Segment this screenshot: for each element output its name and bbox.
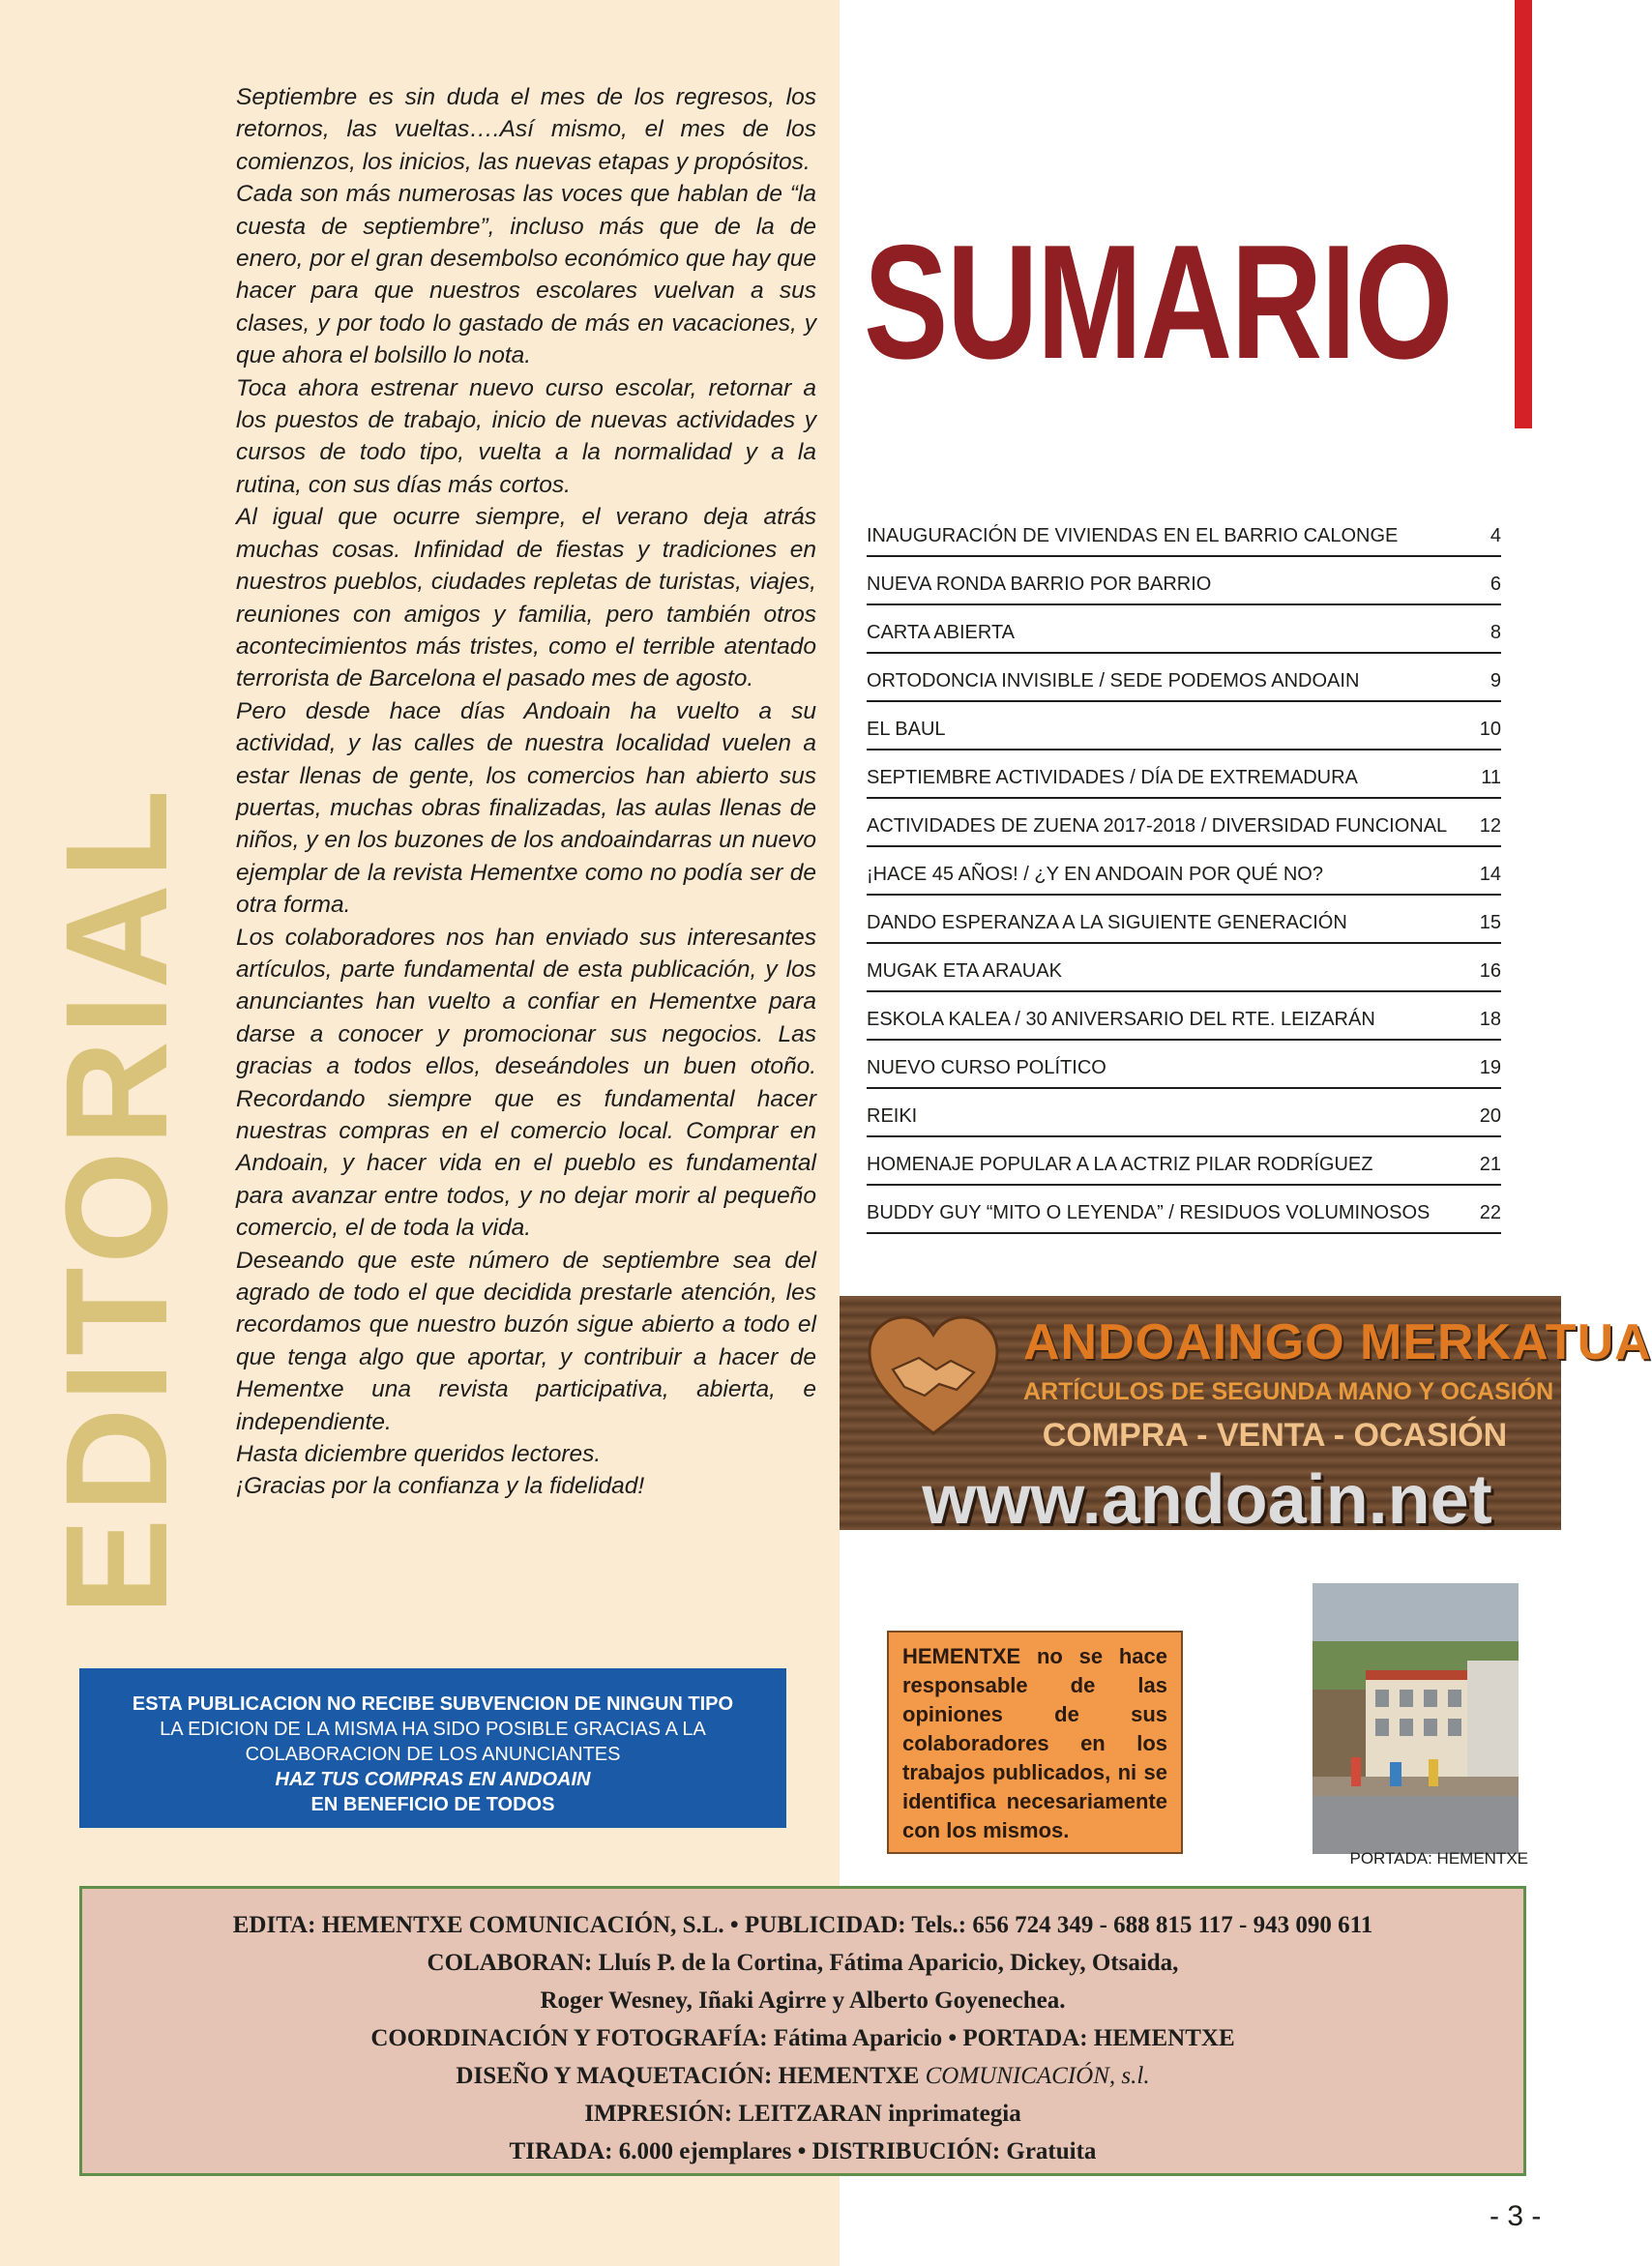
toc-row[interactable]: [867, 703, 1501, 750]
editorial-paragraph: Cada son más numerosas las voces que hablan de “la cuesta de septiembre”, incluso más que de la de enero, por el gran desembolso económico que hay que hacer para que nuestros escolares vuelvan a sus clases, y por todo lo gastado de más en vacaciones, y que ahora el bolsillo lo nota.: [236, 181, 816, 369]
ad-title: ANDOAINGO MERKATUA: [1023, 1314, 1652, 1370]
toc-row[interactable]: [867, 1187, 1501, 1234]
page-number: - 3 -: [1490, 2200, 1542, 2232]
credits-line: EDITA: HEMENTXE COMUNICACIÓN, S.L. • PUBLICIDAD: Tels.: 656 724 349 - 688 815 117 - 943 090 611: [232, 1912, 1373, 1938]
toc-row[interactable]: [867, 510, 1501, 557]
notice-line: HAZ TUS COMPRAS EN ANDOAIN: [275, 1769, 591, 1790]
toc-row[interactable]: [867, 1138, 1501, 1186]
ad-url[interactable]: www.andoain.net: [922, 1461, 1492, 1539]
toc-row[interactable]: [867, 606, 1501, 654]
no-subsidy-notice: [79, 1668, 786, 1828]
toc-title: MUGAK ETA ARAUAK: [867, 960, 1062, 982]
notice-line: EN BENEFICIO DE TODOS: [310, 1794, 555, 1815]
toc-page: 22: [1479, 1202, 1501, 1223]
notice-line: ESTA PUBLICACION NO RECIBE SUBVENCION DE NINGUN TIPO: [132, 1693, 734, 1715]
toc-title: ACTIVIDADES DE ZUENA 2017-2018 / DIVERSIDAD FUNCIONAL: [867, 815, 1448, 837]
toc-page: 20: [1479, 1105, 1501, 1127]
toc-row[interactable]: [867, 800, 1501, 847]
toc-page: 12: [1479, 815, 1501, 837]
toc-title: HOMENAJE POPULAR A LA ACTRIZ PILAR RODRÍGUEZ: [867, 1154, 1373, 1175]
toc-title: DANDO ESPERANZA A LA SIGUIENTE GENERACIÓN: [867, 912, 1347, 933]
editorial-paragraph: Deseando que este número de septiembre sea del agrado de todo el que decidida prestarle atención, les recordamos que nuestro buzón sigue abierto a todo el que tenga algo que aportar, y contribuir a hacer de Hementxe una revista participativa, abierta, e independiente.: [236, 1247, 816, 1435]
toc-row[interactable]: [867, 558, 1501, 605]
toc-page: 19: [1479, 1057, 1501, 1078]
toc-page: 8: [1490, 622, 1501, 643]
editorial-vertical-title: EDITORIAL: [35, 783, 197, 1615]
toc-title: REIKI: [867, 1105, 918, 1127]
toc-row[interactable]: [867, 1090, 1501, 1137]
handshake-heart-icon: [861, 1306, 1006, 1451]
toc-page: 4: [1490, 525, 1501, 546]
credits-design-company: COMUNICACIÓN, s.l.: [925, 2063, 1150, 2089]
toc-row[interactable]: [867, 1042, 1501, 1089]
toc-row[interactable]: [867, 897, 1501, 944]
toc-page: 9: [1490, 670, 1501, 692]
ad-slogan: COMPRA - VENTA - OCASIÓN: [1042, 1417, 1508, 1454]
sumario-title: SUMARIO: [864, 211, 1452, 393]
toc-title: NUEVA RONDA BARRIO POR BARRIO: [867, 574, 1212, 595]
toc-row[interactable]: [867, 945, 1501, 992]
notice-line: COLABORACION DE LOS ANUNCIANTES: [245, 1744, 621, 1765]
editorial-paragraph: ¡Gracias por la confianza y la fidelidad!: [236, 1473, 645, 1500]
toc-title: SEPTIEMBRE ACTIVIDADES / DÍA DE EXTREMADURA: [867, 767, 1358, 788]
toc-title: NUEVO CURSO POLÍTICO: [867, 1057, 1106, 1078]
toc-page: 16: [1479, 960, 1501, 982]
toc-title: EL BAUL: [867, 719, 946, 740]
editorial-paragraph: Pero desde hace días Andoain ha vuelto a su actividad, y las calles de nuestra localidad vuelen a estar llenas de gente, los comercios han abierto sus puertas, muchas obras finalizadas, las aulas llenas de niños, y en los buzones de los andoaindarras un nuevo ejemplar de la revista Hementxe como no podía ser de otra forma.: [236, 697, 816, 919]
credits-line: TIRADA: 6.000 ejemplares • DISTRIBUCIÓN: Gratuita: [509, 2138, 1097, 2164]
disclaimer-box: HEMENTXE no se hace responsable de las opiniones de sus colaboradores en los trabajos publicados, ni se identifica necesariamente con los mismos.: [887, 1631, 1183, 1854]
editorial-paragraph: Toca ahora estrenar nuevo curso escolar, retornar a los puestos de trabajo, inicio de nuevas actividades y cursos de todo tipo, vuelta a la normalidad y a la rutina, con sus días más cortos.: [236, 374, 816, 498]
table-of-contents: [867, 510, 1501, 1235]
toc-page: 6: [1490, 574, 1501, 595]
toc-row[interactable]: [867, 655, 1501, 702]
toc-title: ESKOLA KALEA / 30 ANIVERSARIO DEL RTE. LEIZARÁN: [867, 1009, 1375, 1030]
toc-row[interactable]: [867, 751, 1501, 799]
toc-row[interactable]: [867, 848, 1501, 896]
editorial-paragraph: Al igual que ocurre siempre, el verano deja atrás muchas cosas. Infinidad de fiestas y tradiciones en nuestros pueblos, ciudades repletas de turistas, viajes, reuniones con amigos y familia, pero también otros acontecimientos más tristes, como el terrible atentado terrorista de Barcelona el pasado mes de agosto.: [236, 504, 816, 692]
toc-title: ORTODONCIA INVISIBLE / SEDE PODEMOS ANDOAIN: [867, 670, 1360, 692]
credits-box: [79, 1886, 1526, 2176]
toc-page: 14: [1479, 864, 1501, 885]
credits-line: COLABORAN: Lluís P. de la Cortina, Fátima Aparicio, Dickey, Otsaida,: [427, 1950, 1179, 1976]
notice-line: LA EDICION DE LA MISMA HA SIDO POSIBLE GRACIAS A LA: [160, 1719, 706, 1740]
toc-page: 21: [1479, 1154, 1501, 1175]
toc-title: CARTA ABIERTA: [867, 622, 1016, 643]
toc-page: 18: [1479, 1009, 1501, 1030]
ad-subtitle: ARTÍCULOS DE SEGUNDA MANO Y OCASIÓN: [1023, 1378, 1554, 1405]
toc-page: 11: [1481, 767, 1501, 788]
toc-page: 15: [1479, 912, 1501, 933]
credits-design: DISEÑO Y MAQUETACIÓN: HEMENTXE: [456, 2063, 920, 2089]
toc-page: 10: [1479, 719, 1501, 740]
credits-line: IMPRESIÓN: LEITZARAN inprimategia: [584, 2101, 1021, 2127]
accent-bar: [1515, 0, 1532, 428]
building-photo-icon: [1313, 1583, 1519, 1854]
toc-row[interactable]: [867, 993, 1501, 1041]
editorial-paragraph: Septiembre es sin duda el mes de los regresos, los retornos, las vueltas….Así mismo, el mes de los comienzos, los inicios, las nuevas etapas y propósitos.: [236, 84, 816, 175]
credits-line: Roger Wesney, Iñaki Agirre y Alberto Goyenechea.: [540, 1987, 1066, 2014]
toc-title: ¡HACE 45 AÑOS! / ¿Y EN ANDOAIN POR QUÉ NO?: [867, 864, 1323, 885]
photo-caption: PORTADA: HEMENTXE: [1349, 1849, 1528, 1868]
credits-line: [82, 2057, 1523, 2095]
editorial-text: [236, 81, 816, 1503]
toc-title: INAUGURACIÓN DE VIVIENDAS EN EL BARRIO CALONGE: [867, 525, 1399, 546]
editorial-paragraph: Hasta diciembre queridos lectores.: [236, 1441, 602, 1468]
andoaingo-merkatua-ad[interactable]: [840, 1296, 1652, 1539]
editorial-paragraph: Los colaboradores nos han enviado sus interesantes artículos, parte fundamental de esta publicación, y los anunciantes han vuelto a confiar en Hementxe para darse a conocer y promocionar sus negocios. Las gracias a todos ellos, deseándoles un buen otoño. Recordando siempre que es fundamental hacer nuestras compras en el comercio local. Comprar en Andoain, y hacer vida en el pueblo es fundamental para avanzar entre todos, y no dejar morir al pequeño comercio, el de toda la vida.: [236, 924, 816, 1242]
toc-title: BUDDY GUY “MITO O LEYENDA” / RESIDUOS VOLUMINOSOS: [867, 1202, 1431, 1223]
credits-line: COORDINACIÓN Y FOTOGRAFÍA: Fátima Aparicio • PORTADA: HEMENTXE: [370, 2025, 1235, 2051]
cover-photo: [1313, 1583, 1519, 1854]
